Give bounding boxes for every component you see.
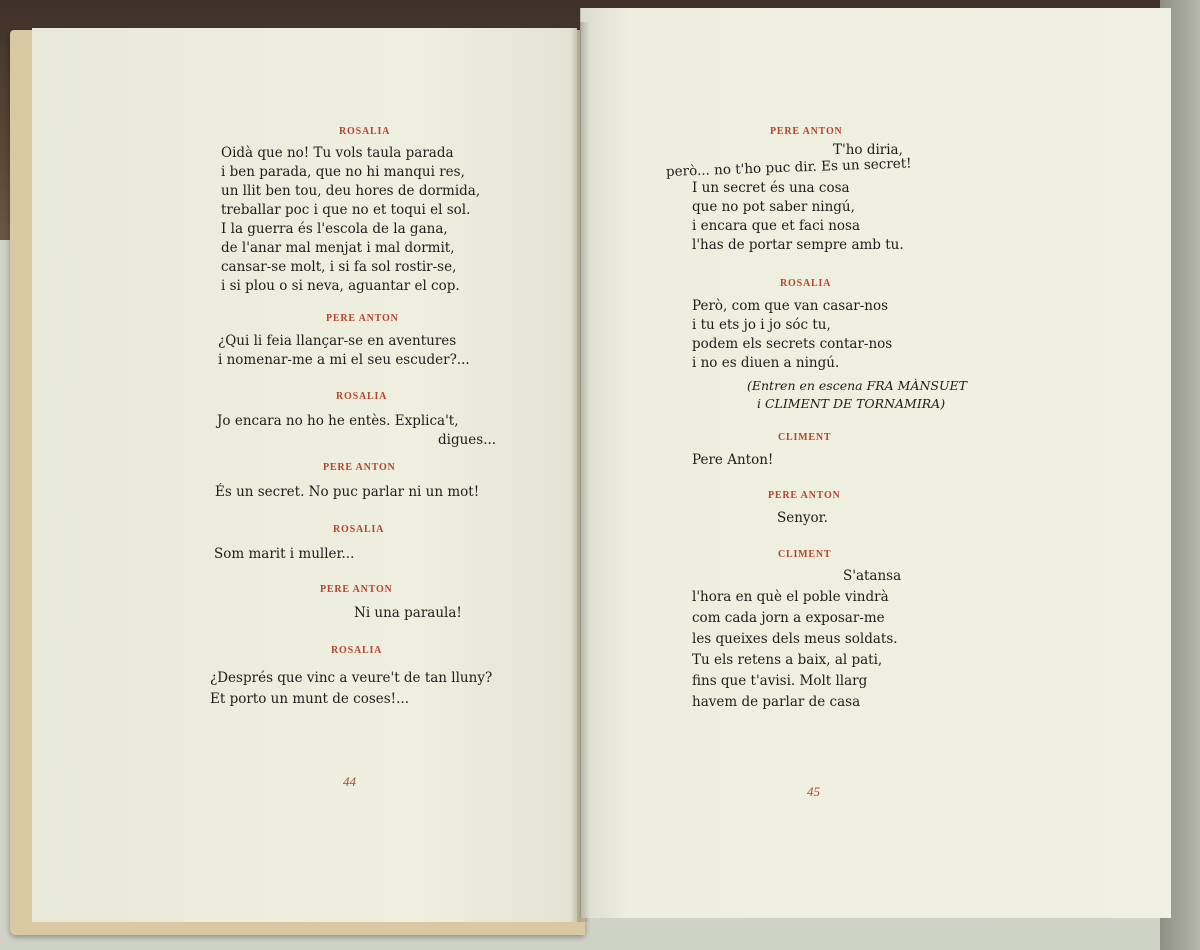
verse-line: Et porto un munt de coses!... xyxy=(210,691,409,707)
speaker-label: ROSALIA xyxy=(331,645,383,656)
speaker-label: PERE ANTON xyxy=(320,584,393,595)
verse-line: com cada jorn a exposar-me xyxy=(692,610,885,626)
speaker-label: ROSALIA xyxy=(333,524,385,535)
book-gutter xyxy=(570,22,590,922)
verse-line: digues... xyxy=(438,432,497,448)
speaker-label: PERE ANTON xyxy=(770,126,843,137)
verse-line: S'atansa xyxy=(843,568,902,584)
verse-line: Som marit i muller... xyxy=(214,546,355,562)
speaker-label: PERE ANTON xyxy=(326,313,399,324)
verse-line: un llit ben tou, deu hores de dormida, xyxy=(221,183,481,199)
verse-line: i ben parada, que no hi manqui res, xyxy=(221,164,465,180)
open-book xyxy=(10,22,1180,937)
verse-line: l'has de portar sempre amb tu. xyxy=(692,237,904,253)
page-number: 45 xyxy=(807,784,820,799)
speaker-label: ROSALIA xyxy=(339,126,391,137)
verse-line: Ni una paraula! xyxy=(354,605,462,621)
verse-line: fins que t'avisi. Molt llarg xyxy=(692,673,868,689)
verse-line: i tu ets jo i jo sóc tu, xyxy=(692,317,831,333)
verse-line: les queixes dels meus soldats. xyxy=(692,631,898,647)
right-page xyxy=(580,8,1171,918)
verse-line: havem de parlar de casa xyxy=(692,694,861,710)
verse-line: Tu els retens a baix, al pati, xyxy=(692,652,883,668)
verse-line: cansar-se molt, i si fa sol rostir-se, xyxy=(221,259,457,275)
speaker-label: CLIMENT xyxy=(778,432,832,443)
verse-line: És un secret. No puc parlar ni un mot! xyxy=(215,484,480,500)
speaker-label: ROSALIA xyxy=(336,391,388,402)
speaker-label: PERE ANTON xyxy=(768,490,841,501)
verse-line: Jo encara no ho he entès. Explica't, xyxy=(217,413,459,429)
page-number: 44 xyxy=(343,774,356,789)
speaker-label: CLIMENT xyxy=(778,549,832,560)
verse-line: Senyor. xyxy=(777,510,828,526)
verse-line: i nomenar-me a mi el seu escuder?... xyxy=(218,352,470,368)
verse-line: podem els secrets contar-nos xyxy=(692,336,893,352)
speaker-label: PERE ANTON xyxy=(323,462,396,473)
verse-line: Però, com que van casar-nos xyxy=(692,298,889,314)
stage-direction: (Entren en escena FRA MÀNSUET xyxy=(747,378,967,393)
verse-line: Oidà que no! Tu vols taula parada xyxy=(221,145,454,161)
verse-line: i no es diuen a ningú. xyxy=(692,355,840,371)
verse-line: de l'anar mal menjat i mal dormit, xyxy=(221,240,455,256)
verse-line: que no pot saber ningú, xyxy=(692,199,855,215)
verse-line: I la guerra és l'escola de la gana, xyxy=(221,221,448,237)
verse-line: I un secret és una cosa xyxy=(692,180,850,196)
verse-line: T'ho diria, xyxy=(833,142,903,158)
verse-line: Pere Anton! xyxy=(692,452,774,468)
verse-line: i si plou o si neva, aguantar el cop. xyxy=(221,278,460,294)
verse-line: però... no t'ho puc dir. Es un secret! xyxy=(665,155,912,180)
verse-line: ¿Qui li feia llançar-se en aventures xyxy=(218,333,457,349)
verse-line: i encara que et faci nosa xyxy=(692,218,861,234)
verse-line: l'hora en què el poble vindrà xyxy=(692,589,889,605)
verse-line: treballar poc i que no et toqui el sol. xyxy=(221,202,471,218)
stage-direction: i CLIMENT DE TORNAMIRA) xyxy=(757,396,946,411)
left-page xyxy=(32,28,577,922)
verse-line: ¿Després que vinc a veure't de tan lluny? xyxy=(210,670,493,686)
speaker-label: ROSALIA xyxy=(780,278,832,289)
